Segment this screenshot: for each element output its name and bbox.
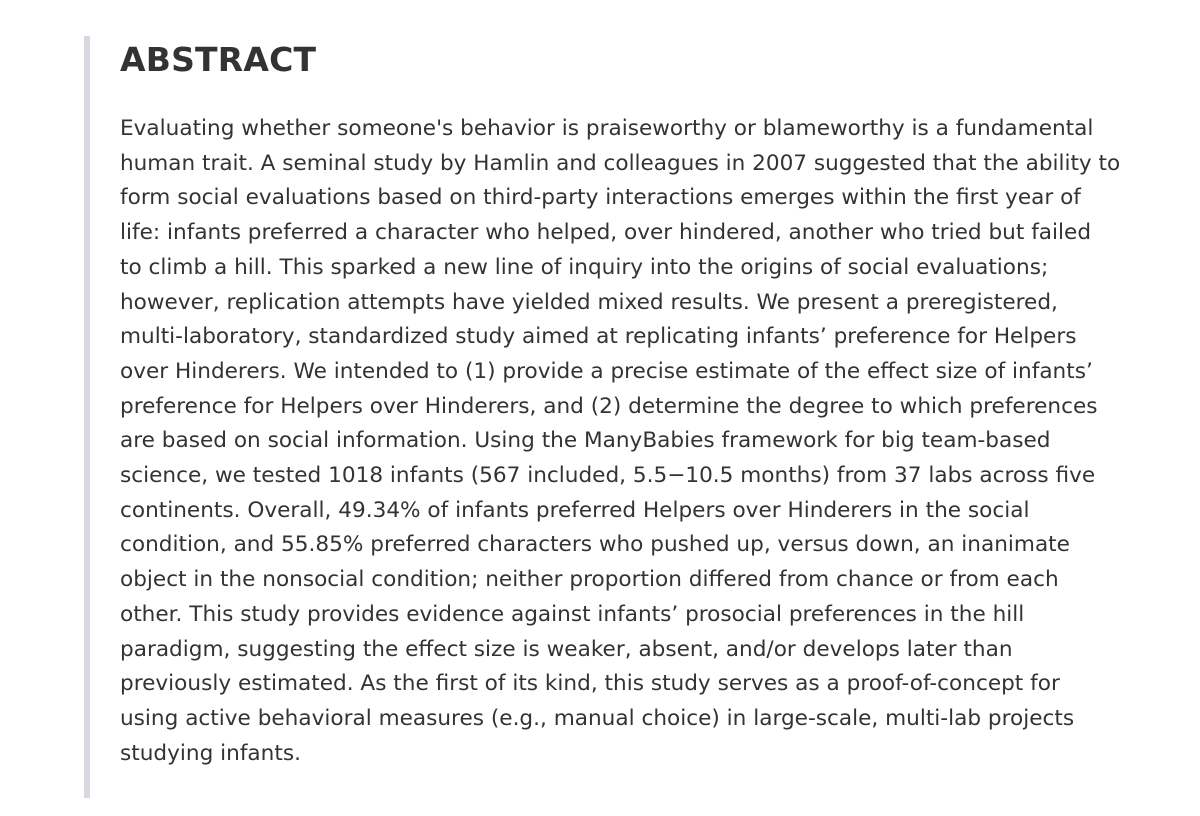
abstract-line: condition, and 55.85% preferred characters who pushed up, versus down, an inanimate	[120, 532, 1070, 558]
abstract-line: human trait. A seminal study by Hamlin and colleagues in 2007 suggested that the ability to	[120, 150, 1121, 176]
abstract-line: Evaluating whether someone's behavior is praiseworthy or blameworthy is a fundamental	[120, 116, 1094, 141]
abstract-line: multi-laboratory, standardized study aimed at replicating infants’ preference for Helpers	[120, 324, 1077, 350]
abstract-heading: ABSTRACT	[120, 40, 317, 79]
abstract-line: other. This study provides evidence against infants’ prosocial preferences in the hill	[120, 601, 1025, 627]
abstract-line: science, we tested 1018 infants (567 included, 5.5−10.5 months) from 37 labs across five	[120, 463, 1096, 489]
abstract-line: previously estimated. As the first of its kind, this study serves as a proof-of-concept for	[120, 671, 1060, 697]
abstract-line: however, replication attempts have yielded mixed results. We present a preregistered,	[120, 289, 1058, 315]
abstract-line: object in the nonsocial condition; neither proportion differed from chance or from each	[120, 567, 1059, 593]
abstract-line: are based on social information. Using the ManyBabies framework for big team-based	[120, 428, 1051, 454]
abstract-line: to climb a hill. This sparked a new line of inquiry into the origins of social evaluations;	[120, 254, 1049, 280]
abstract-line: form social evaluations based on third-party interactions emerges within the first year of	[120, 185, 1081, 211]
abstract-line: life: infants preferred a character who helped, over hindered, another who tried but failed	[120, 220, 1092, 246]
abstract-line: using active behavioral measures (e.g., manual choice) in large-scale, multi-lab projects	[120, 705, 1075, 731]
abstract-line: continents. Overall, 49.34% of infants preferred Helpers over Hinderers in the social	[120, 497, 1030, 523]
abstract-line: studying infants.	[120, 740, 301, 766]
abstract-line: paradigm, suggesting the effect size is weaker, absent, and/or develops later than	[120, 636, 1013, 662]
abstract-section	[84, 36, 1154, 798]
abstract-line: preference for Helpers over Hinderers, and (2) determine the degree to which preferences	[120, 393, 1098, 419]
abstract-line: over Hinderers. We intended to (1) provide a precise estimate of the effect size of infants’	[120, 358, 1093, 384]
abstract-body	[120, 112, 1120, 771]
